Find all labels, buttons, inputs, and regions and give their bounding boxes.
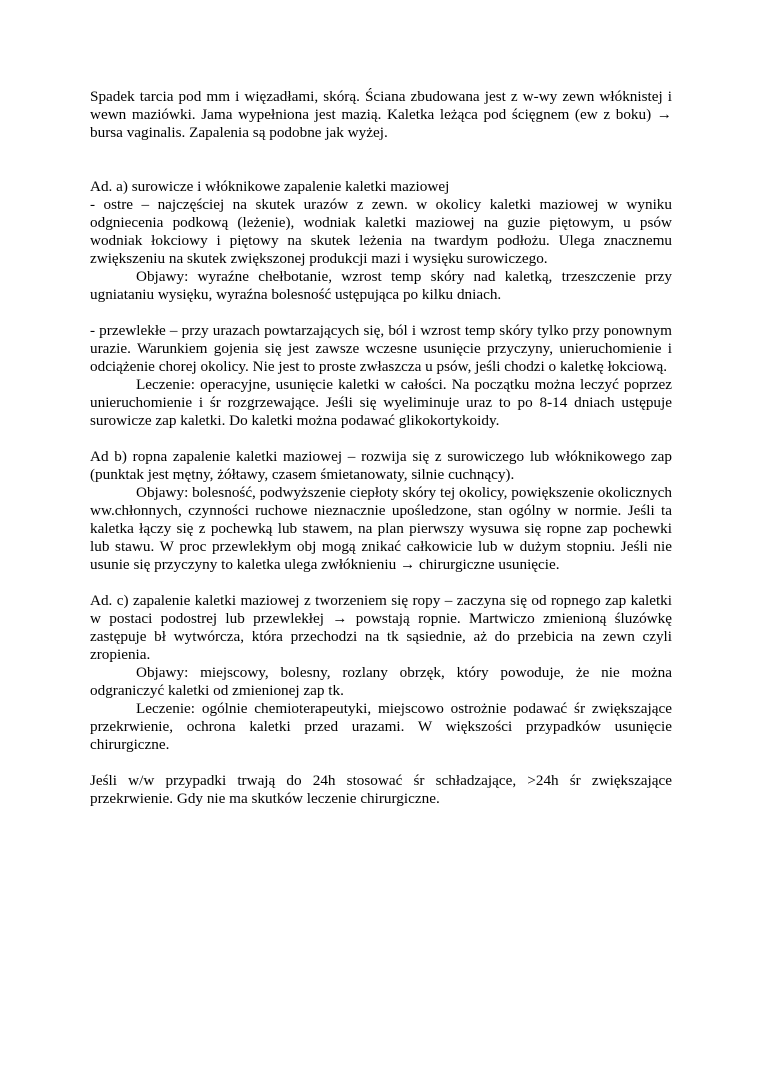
section-b-heading: Ad b) ropna zapalenie kaletki maziowej – rozwija się z surowiczego lub włóknikowego zap (punktak jest mętny, żółtawy, czasem śmietanowaty, silnie cuchnący). <box>90 448 672 483</box>
section-a-chronic-paragraph: - przewlekłe – przy urazach powtarzających się, ból i wzrost temp skóry tylko przy ponownym urazie. Warunkiem gojenia się jest zawsze wczesne usunięcie przyczyny, unieruchomienie i odciążenie chorej okolicy. Nie jest to proste zwłaszcza u psów, jeśli chodzi o kaletkę łokciową. <box>90 322 672 375</box>
intro-paragraph: Spadek tarcia pod mm i więzadłami, skórą. Ściana zbudowana jest z w-wy zewn włóknistej i wewn maziówki. Jama wypełniona jest mazią. Kaletka leżąca pod ścięgnem (ew z boku) → bursa vaginalis. Zapalenia są podobne jak wyżej. <box>90 88 672 141</box>
paragraph-spacer <box>90 430 672 448</box>
section-a-acute-paragraph: - ostre – najczęściej na skutek urazów z zewn. w okolicy kaletki maziowej w wyniku odgniecenia podkową (leżenie), wodniak kaletki maziowej na guzie piętowym, u psów wodniak łokciowy i piętowy na skutek leżenia na twardym podłożu. Ulega znacznemu zwiększeniu na skutek zwiększonej produkcji mazi i wysięku surowiczego. <box>90 196 672 267</box>
section-a-heading: Ad. a) surowicze i włóknikowe zapalenie kaletki maziowej <box>90 178 450 195</box>
section-spacer <box>90 142 672 178</box>
section-a-chronic-treatment: Leczenie: operacyjne, usunięcie kaletki w całości. Na początku można leczyć poprzez unieruchomienie i śr rozgrzewające. Jeśli się wyeliminuje uraz to po 8-14 dniach ustępuje surowicze zap kaletki. Do kaletki można podawać glikokortykoidy. <box>90 376 672 429</box>
section-c-heading: Ad. c) zapalenie kaletki maziowej z tworzeniem się ropy – zaczyna się od ropnego zap kaletki w postaci podostrej lub przewlekłej → powstają ropnie. Martwiczo zmienioną śluzówkę zastępuje bł wytwórcza, która przechodzi na tk sąsiednie, aż do przebicia na zewn czyli zropienia. <box>90 592 672 663</box>
section-a-acute-symptoms: Objawy: wyraźne chełbotanie, wzrost temp skóry nad kaletką, trzeszczenie przy ugniataniu wysięku, wyraźna bolesność ustępująca po kilku dniach. <box>90 268 672 303</box>
section-c-symptoms: Objawy: miejscowy, bolesny, rozlany obrzęk, który powoduje, że nie można odgraniczyć kaletki od zmienionej zap tk. <box>90 664 672 699</box>
paragraph-spacer <box>90 754 672 772</box>
section-c-treatment: Leczenie: ogólnie chemioterapeutyki, miejscowo ostrożnie podawać śr zwiększające przekrwienie, ochrona kaletki przed urazami. W większości przypadków usunięcie chirurgiczne. <box>90 700 672 753</box>
closing-paragraph: Jeśli w/w przypadki trwają do 24h stosować śr schładzające, >24h śr zwiększające przekrwienie. Gdy nie ma skutków leczenie chirurgiczne. <box>90 772 672 807</box>
section-b-symptoms: Objawy: bolesność, podwyższenie ciepłoty skóry tej okolicy, powiększenie okolicznych ww.chłonnych, czynności ruchowe nieznacznie upośledzone, stan ogólny w normie. Jeśli ta kaletka łączy się z pochewką lub stawem, na plan pierwszy wysuwa się ropne zap pochewki lub stawu. W proc przewlekłym obj mogą znikać całkowicie lub w dużym stopniu. Jeśli nie usunie się przyczyny to kaletka ulega zwłóknieniu → chirurgiczne usunięcie. <box>90 484 672 573</box>
paragraph-spacer <box>90 304 672 322</box>
paragraph-spacer <box>90 574 672 592</box>
document-page <box>90 88 672 808</box>
